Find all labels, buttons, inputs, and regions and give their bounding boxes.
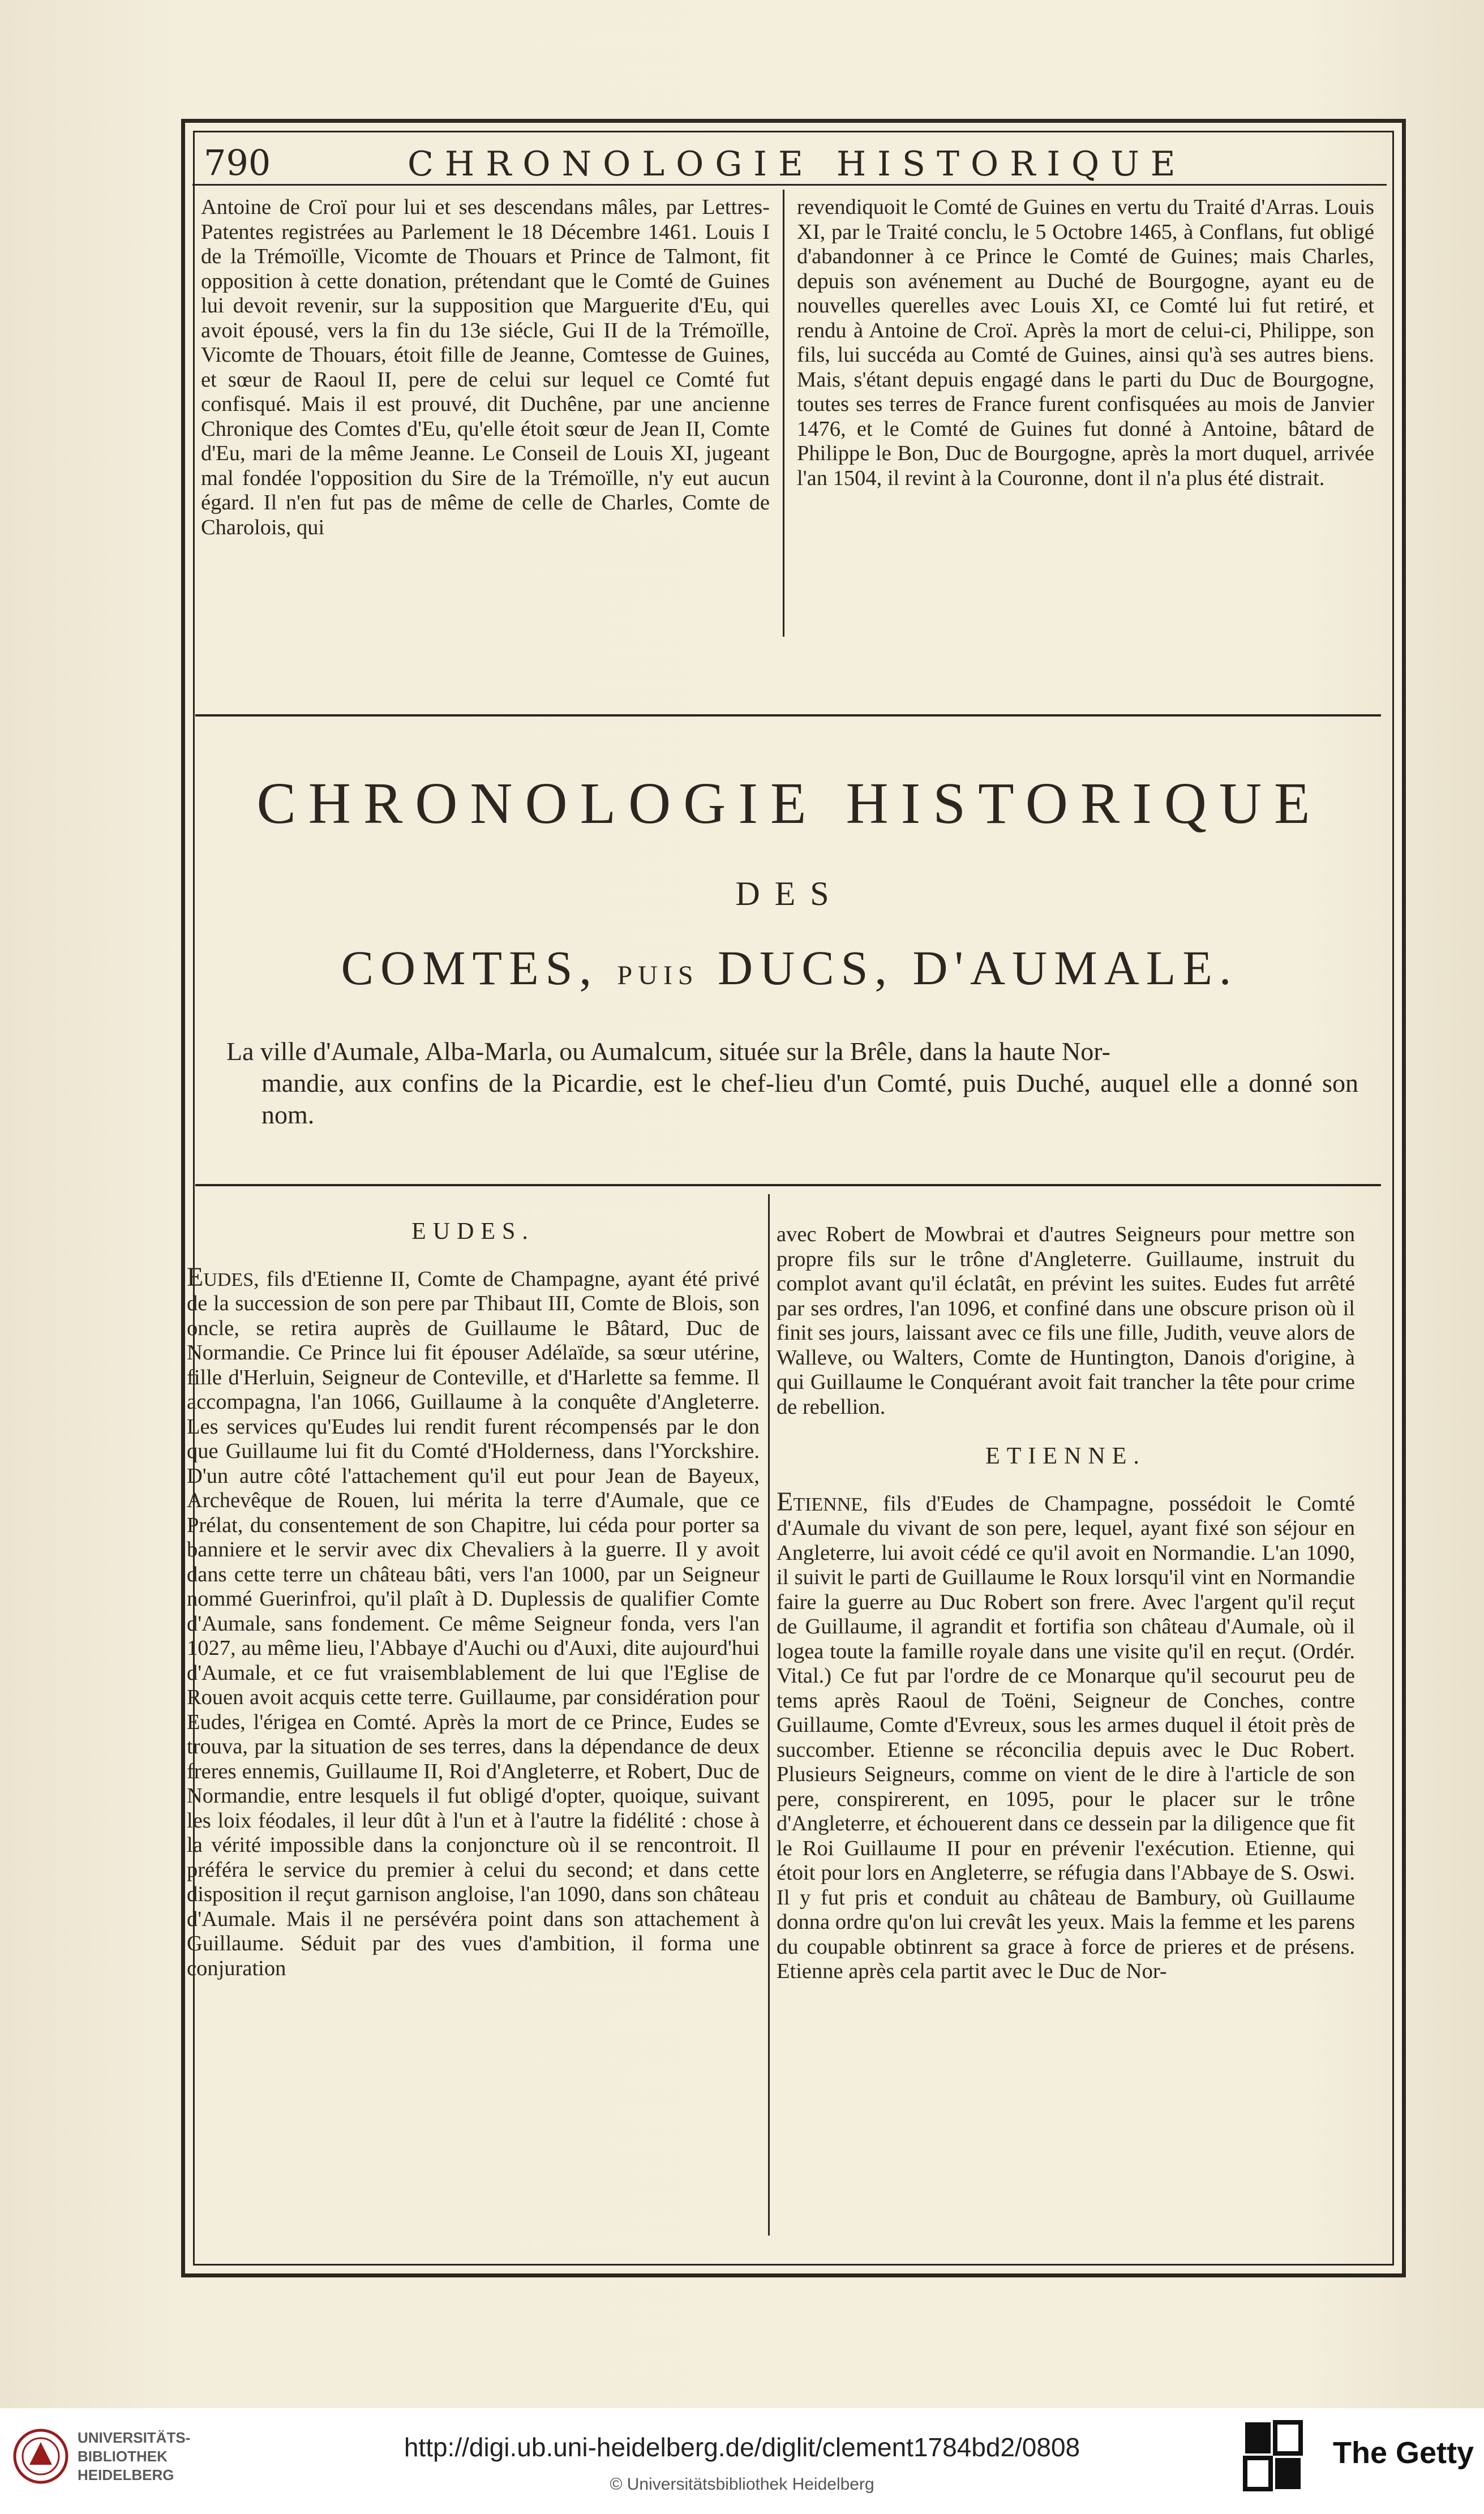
heading-eudes: EUDES.: [411, 1219, 535, 1245]
eudes-text: , fils d'Etienne II, Comte de Champagne, ayant été privé de la succession de son pere par Thibaut III, Comte de Blois, son oncle, se retira auprès de Guillaume le Bâtard, Duc de Normandie. Ce Prince lui fit épouser Adélaïde, sa sœur utérine, fille d'Herluin, Seigneur de Conteville, et d'Harlette sa femme. Il accompagna, l'an 1066, Guillaume à la conquête d'Angleterre. Les services qu'Eudes lui rendit furent récompensés par le don que Guillaume lui fit du Comté d'Holderness, dans l'Yorckshire. D'un autre côté l'attachement qu'il eut pour Jean de Bayeux, Archevêque de Rouen, lui mérita la terre d'Aumale, que ce Prélat, du consentement de son Chapitre, lui céda pour porter sa banniere et le servir avec dix Chevaliers à la guerre. Il y avoit dans cette terre un château bâti, vers l'an 1000, par un Seigneur nommé Guerinfroi, qu'il plaît à D. Duplessis de qualifier Comte d'Aumale, sans fondement. Ce même Seigneur fonda, vers l'an 1027, au même lieu, l'Abbaye d'Auchi ou d'Auxi, dite aujourd'hui d'Aumale, et ce fut vraisemblablement de lui que l'Eglise de Rouen avoit acquis cette terre. Guillaume, par considération pour Eudes, l'érigea en Comté. Après la mort de ce Prince, Eudes se trouva, par la situation de ses terres, dans la dépendance de deux freres ennemis, Guillaume II, Roi d'Angleterre, et Robert, Duc de Normandie, entre lesquels il fut obligé d'opter, quoique, suivant les loix féodales, il leur dût à l'un et à l'autre la fidélité : chose à la vérité impossible dans la conjoncture où il se rencontroit. Il préféra le service du premier à celui du second; et dans cette disposition il reçut garnison angloise, l'an 1090, dans son château d'Aumale. Mais il ne persévéra point dans son attachement à Guillaume. Séduit par des vues d'ambition, il forma une conjuration: [187, 1267, 760, 1980]
etienne-lead: Etienne: [777, 1486, 863, 1517]
bottom-left-column: [187, 1220, 760, 1981]
eudes-paragraph: [187, 1262, 760, 1981]
chapter-subtitle: [192, 939, 1387, 996]
top-right-text: revendiquoit le Comté de Guines en vertu du Traité d'Arras. Louis XI, par le Traité conclu, le 5 Octobre 1465, à Conflans, fut obligé d'abandonner à ce Prince le Comté de Guines; mais Charles, depuis son avénement au Duché de Bourgogne, ayant eu de nouvelles querelles avec Louis XI, ce Comté lui fut retiré, et rendu à Antoine de Croï. Après la mort de celui-ci, Philippe, son fils, lui succéda au Comté de Guines, ainsi qu'à ses autres biens. Mais, s'étant depuis engagé dans le parti du Duc de Bourgogne, toutes ses terres de France furent confisquées au mois de Janvier 1476, et le Comté de Guines fut donné à Antoine, bâtard de Philippe le Bon, Duc de Bourgogne, après la mort duquel, arrivée l'an 1504, il revint à la Couronne, dont il n'a plus été distrait.: [797, 195, 1374, 490]
copyright-notice: © Universitätsbibliothek Heidelberg: [610, 2475, 874, 2494]
top-right-column: [797, 195, 1374, 491]
permalink-url[interactable]: http://digi.ub.uni-heidelberg.de/diglit/clement1784bd2/0808: [404, 2433, 1080, 2462]
section-divider-top: [195, 714, 1381, 717]
getty-name[interactable]: The Getty: [1333, 2436, 1474, 2470]
viewer-footer: [0, 2408, 1484, 2514]
heading-etienne: ETIENNE.: [985, 1443, 1146, 1469]
subtitle-ducs: DUCS, D'AUMALE.: [718, 941, 1238, 995]
chapter-subtitle-des: DES: [735, 875, 844, 912]
etienne-paragraph: [777, 1486, 1355, 1984]
library-name: UNIVERSITÄTS- BIBLIOTHEK HEIDELBERG: [78, 2429, 191, 2483]
section-divider-bottom: [195, 1184, 1381, 1186]
page-header: [192, 139, 1387, 186]
chapter-title: CHRONOLOGIE HISTORIQUE: [256, 771, 1323, 836]
etienne-text: , fils d'Eudes de Champagne, possédoit le Comté d'Aumale du vivant de son pere, lequel, ayant fixé son séjour en Angleterre, lui avoit cédé ce qu'il avoit en Normandie. L'an 1090, il suivit le parti de Guillaume le Roux lorsqu'il vint en Normandie faire la guerre au Duc Robert son frere. Avec l'argent qu'il reçut de Guillaume, il agrandit et fortifia son château d'Aumale, où il logea toute la famille royale dans une visite qu'il en reçut. (Ordér. Vital.) Ce fut par l'ordre de ce Monarque qu'il secourut peu de tems après Raoul de Toëni, Seigneur de Conches, contre Guillaume, Comte d'Evreux, sous les armes duquel il étoit près de succomber. Etienne se réconcilia depuis avec le Duc Robert. Plusieurs Seigneurs, comme on vient de le dire à l'article de son pere, conspirerent, en 1095, pour le placer sur le trône d'Angleterre, et échouerent dans ce dessein par la diligence que fit le Roi Guillaume II pour en prévenir l'exécution. Etienne, qui étoit pour lors en Angleterre, se réfugia dans l'Abbaye de S. Oswi. Il y fut pris et conduit au château de Bambury, où Guillaume donna ordre qu'on lui crevât les yeux. Mais la femme et les parens du coupable obtinrent sa grace à force de prieres et de présens. Etienne après cela partit avec le Duc de Nor-: [777, 1491, 1355, 1983]
top-left-column: [201, 195, 770, 540]
eudes-lead: Eudes: [187, 1262, 254, 1292]
subtitle-puis: PUIS: [617, 960, 699, 990]
subtitle-comtes: COMTES,: [341, 941, 598, 995]
getty-logo-icon: [1242, 2419, 1305, 2493]
intro-paragraph: [226, 1036, 1358, 1131]
bottom-column-divider: [768, 1194, 770, 2236]
page-number: 790: [204, 142, 271, 183]
bottom-right-column: [777, 1222, 1355, 1984]
top-left-text: Antoine de Croï pour lui et ses descendans mâles, par Lettres-Patentes registrées au Parlement le 18 Décembre 1461. Louis I de la Trémoïlle, Vicomte de Thouars et Prince de Talmont, fit opposition à cette donation, prétendant que le Comté de Guines lui devoit revenir, sur la supposition que Marguerite d'Eu, qui avoit épousé, vers la fin du 13e siécle, Gui II de la Trémoïlle, Vicomte de Thouars, étoit fille de Jeanne, Comtesse de Guines, et sœur de Raoul II, pere de celui sur lequel ce Comté fut confisqué. Mais il est prouvé, dit Duchêne, par une ancienne Chronique des Comtes d'Eu, qu'elle étoit sœur de Jean II, Comte d'Eu, mari de la même Jeanne. Le Conseil de Louis XI, jugeant mal fondée l'opposition du Sire de la Trémoïlle, n'y eut aucun égard. Il n'en fut pas de même de celle de Charles, Comte de Charolois, qui: [201, 195, 770, 539]
top-column-divider: [783, 190, 784, 637]
intro-first-line: La ville d'Aumale, Alba-Marla, ou Aumalcum, située sur la Brêle, dans la haute Nor-: [226, 1037, 1110, 1066]
running-title: CHRONOLOGIE HISTORIQUE: [408, 144, 1187, 184]
intro-rest: mandie, aux confins de la Picardie, est le chef-lieu d'un Comté, puis Duché, auquel elle a donné son nom.: [261, 1069, 1358, 1129]
eudes-continued: avec Robert de Mowbrai et d'autres Seigneurs pour mettre son propre fils sur le trône d'Angleterre. Guillaume, instruit du complot avant qu'il éclatât, en prévint les suites. Eudes fut arrêté par ses ordres, l'an 1096, et confiné dans une obscure prison où il finit ses jours, laissant avec ce fils une fille, Judith, veuve alors de Walleve, ou Walters, Comte de Huntington, Danois d'origine, à qui Guillaume le Conquérant avoit fait trancher la tête pour crime de rebellion.: [777, 1222, 1355, 1419]
